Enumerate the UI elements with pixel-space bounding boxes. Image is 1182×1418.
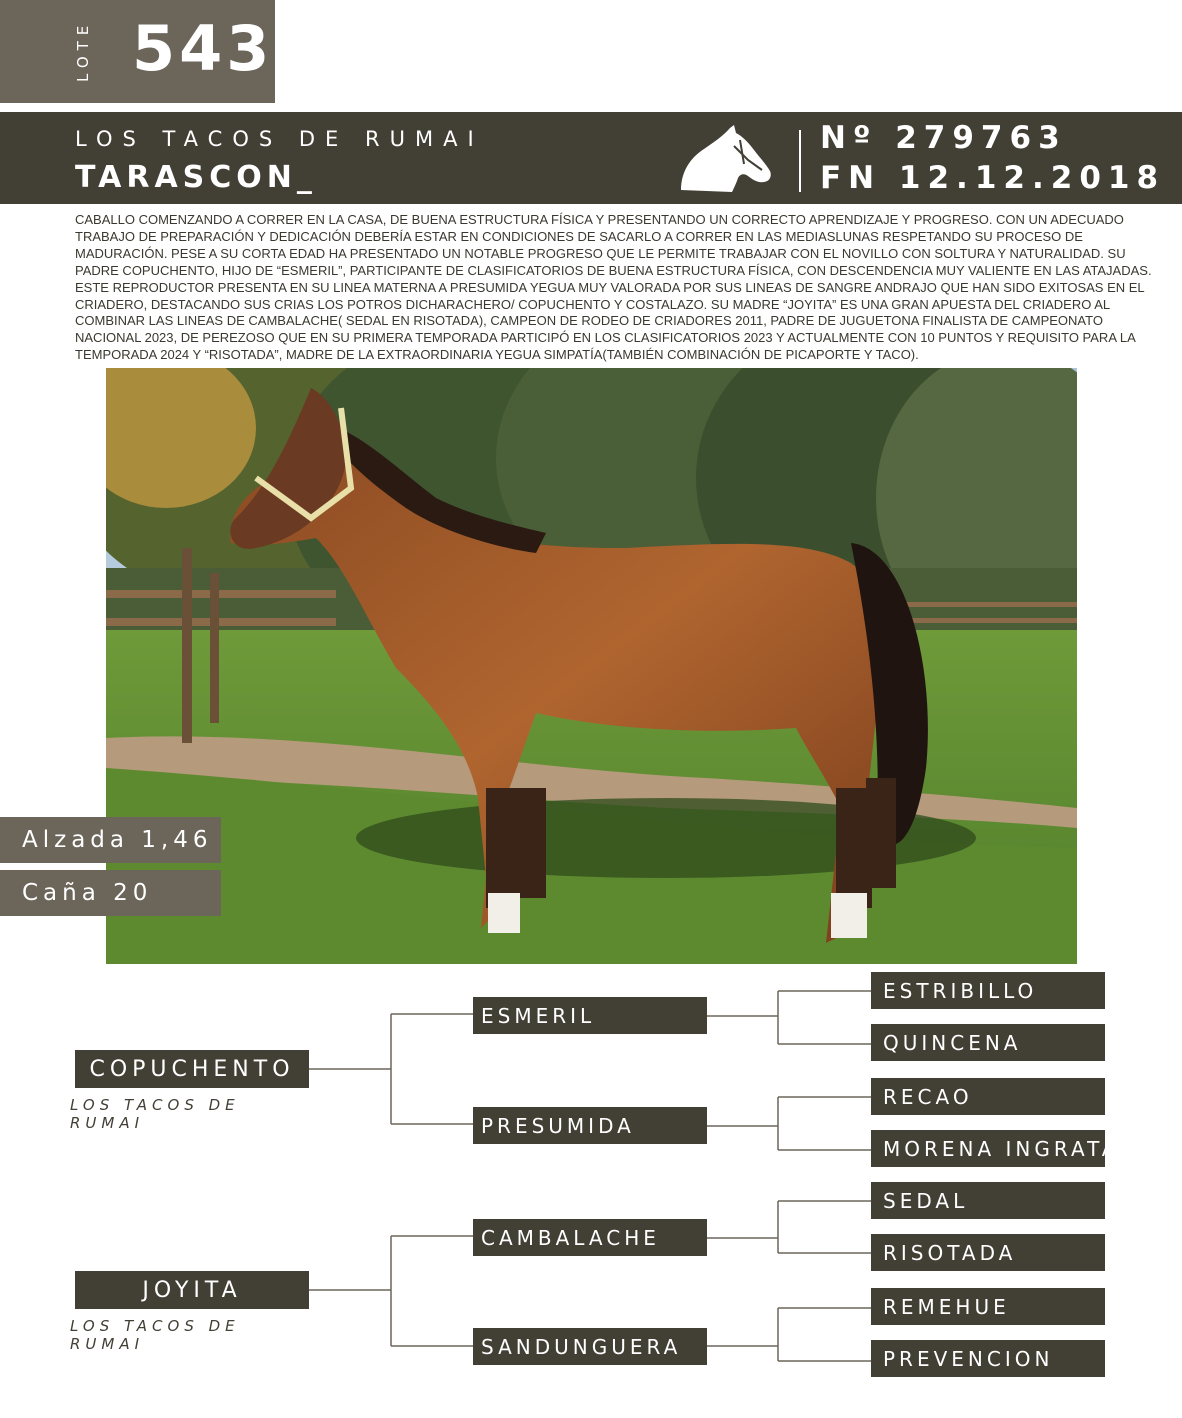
great-grandparent-box: REMEHUE (871, 1288, 1105, 1325)
dam-sire-box: CAMBALACHE (473, 1219, 707, 1256)
great-grandparent-box: SEDAL (871, 1182, 1105, 1219)
horse-name: TARASCON_ (75, 160, 317, 195)
birth-date: FN 12.12.2018 (820, 160, 1166, 196)
lote-label: LOTE (74, 19, 92, 83)
great-grandparent-box: RECAO (871, 1078, 1105, 1115)
dam-dam-box: SANDUNGUERA (473, 1328, 707, 1365)
sire-sire-box: ESMERIL (473, 997, 707, 1034)
cana-stat: Caña 20 (0, 870, 221, 916)
dam-box: JOYITA (75, 1271, 309, 1309)
dam-breeder: LOS TACOS DE RUMAI (70, 1317, 240, 1353)
great-grandparent-box: MORENA INGRATA (871, 1130, 1105, 1167)
sire-box: COPUCHENTO (75, 1050, 309, 1088)
description-text: CABALLO COMENZANDO A CORRER EN LA CASA, DE BUENA ESTRUCTURA FÍSICA Y PRESENTANDO UN CORRECTO APRENDIZAJE Y PROGRESO. CON UN ADECUADO TRABAJO DE PREPARACIÓN Y DEDICACIÓN DEBERÍA ESTAR EN CONDICIONES DE SACARLO A CORRER EN LAS MEDIASLUNAS RESPETANDO SU PROCESO DE MADURACIÓN. PESE A SU CORTA EDAD HA PRESENTADO UN NOTABLE PROGRESO QUE LE PERMITE TRABAJAR CON EL NOVILLO CON SOLTURA Y NATURALIDAD. SU PADRE COPUCHENTO, HIJO DE “ESMERIL”, PARTICIPANTE DE CLASIFICATORIOS DE BUENA ESTRUCTURA FÍSICA, CON DESCENDENCIA MUY VALIENTE EN LAS ATAJADAS. ESTE REPRODUCTOR PRESENTA EN SU LINEA MATERNA A PRESUMIDA YEGUA MUY VALORADA POR SUS LINEAS DE SANGRE ANDRAJO QUE HAN SIDO EXITOSAS EN EL CRIADERO, DESTACANDO SUS CRIAS LOS POTROS DICHARACHERO/ COPUCHENTO Y COSTALAZO. SU MADRE “JOYITA” ES UNA GRAN APUESTA DEL CRIADERO AL COMBINAR LAS LINEAS DE CAMBALACHE( SEDAL EN RISOTADA), CAMPEON DE RODEO DE CRIADORES 2011, PADRE DE JUGUETONA FINALISTA DE CAMPEONATO NACIONAL 2023, DE PEREZOSO QUE EN SU PRIMERA TEMPORADA PARTICIPÓ EN LOS CLASIFICATORIOS 2023 Y ACTUALMENTE CON 10 PUNTOS Y REQUISITO PARA LA TEMPORADA 2024 Y “RISOTADA”, MADRE DE LA EXTRAORDINARIA YEGUA SIMPATÍA(TAMBIÉN COMBINACIÓN DE PICAPORTE Y TACO). (75, 212, 1152, 363)
great-grandparent-box: ESTRIBILLO (871, 972, 1105, 1009)
registration-number: Nº 279763 (820, 120, 1067, 156)
great-grandparent-box: RISOTADA (871, 1234, 1105, 1271)
great-grandparent-box: QUINCENA (871, 1024, 1105, 1061)
sire-breeder: LOS TACOS DE RUMAI (70, 1096, 240, 1132)
lote-number: 543 (132, 12, 274, 85)
great-grandparent-box: PREVENCION (871, 1340, 1105, 1377)
breeder-name: LOS TACOS DE RUMAI (75, 127, 484, 151)
sire-dam-box: PRESUMIDA (473, 1107, 707, 1144)
alzada-stat: Alzada 1,46 (0, 817, 221, 863)
